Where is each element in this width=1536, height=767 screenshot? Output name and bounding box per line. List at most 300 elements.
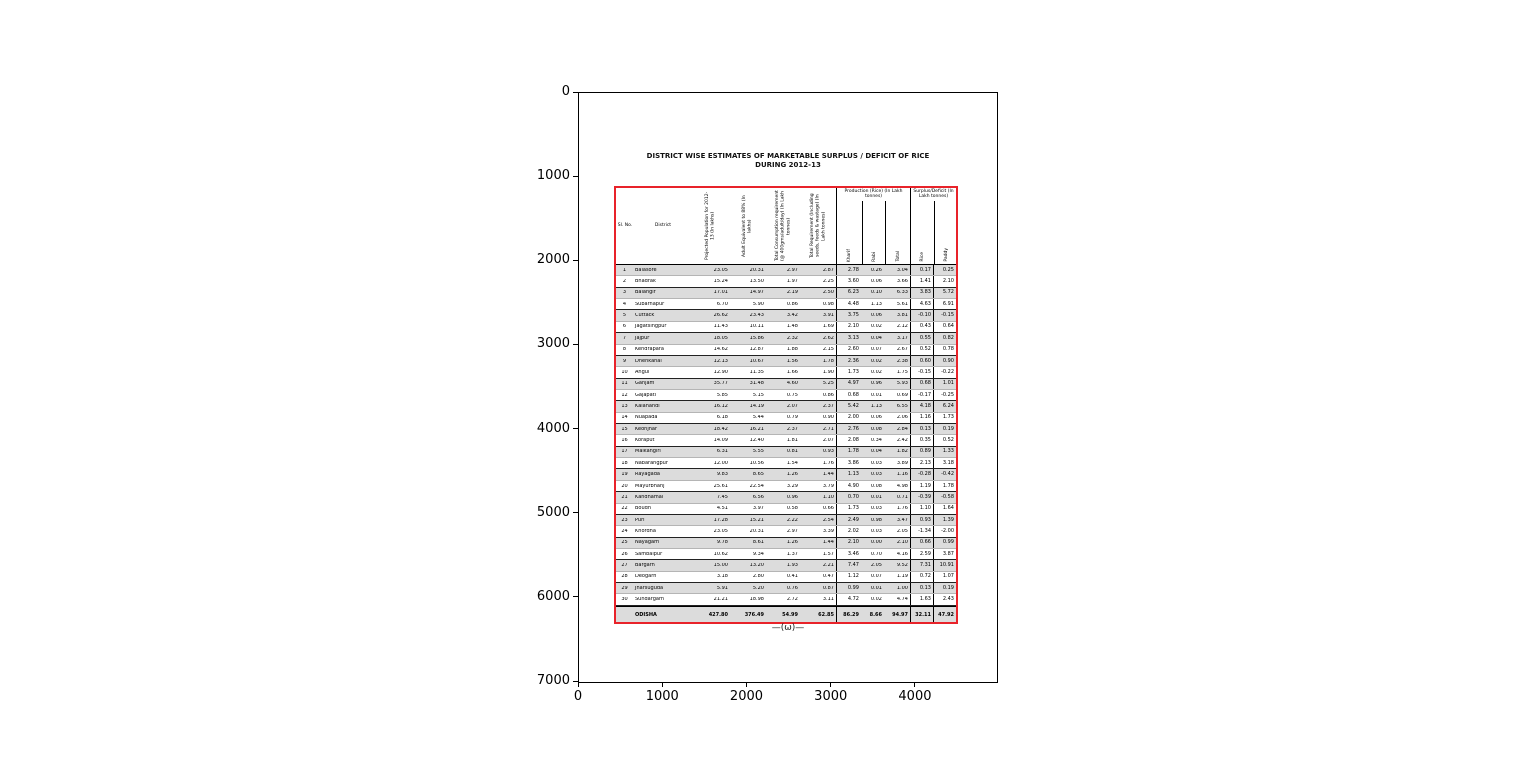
- table-cell: 3.42: [786, 313, 798, 319]
- header-kharif: Kharif: [847, 248, 852, 262]
- x-tick-mark: [578, 682, 579, 687]
- table-cell: 24: [621, 528, 628, 534]
- table-row: [616, 549, 956, 560]
- table-cell: 2.07: [822, 438, 834, 444]
- table-cell: 12.90: [713, 369, 728, 375]
- table-cell: -0.58: [933, 492, 956, 502]
- table-cell: 23.05: [713, 267, 728, 273]
- total-label-cell: ODISHA: [635, 611, 657, 618]
- district-cell: Kendrapara: [635, 347, 664, 353]
- table-row: [616, 310, 956, 321]
- header-rice: Rice: [920, 252, 925, 262]
- table-row: [616, 390, 956, 401]
- table-cell: 0.06: [870, 313, 882, 319]
- header-population: Projected Population for 2012-13 (In lakhs): [705, 191, 716, 261]
- table-cell: 1.76: [822, 460, 834, 466]
- table-cell: 2.02: [836, 526, 861, 536]
- table-cell: 5.85: [716, 392, 728, 398]
- table-cell: 2.06: [896, 415, 908, 421]
- table-cell: 1.81: [786, 438, 798, 444]
- table-cell: 15.00: [713, 563, 728, 569]
- table-cell: 0.34: [870, 438, 882, 444]
- caption-mark: —(ω)—: [771, 623, 805, 633]
- table-cell: 5.72: [933, 288, 956, 298]
- table-cell: 8.65: [752, 472, 764, 478]
- district-cell: Puri: [635, 517, 645, 523]
- table-cell: 5.93: [896, 381, 908, 387]
- table-cell: 8: [622, 347, 627, 353]
- table-cell: 2.19: [786, 290, 798, 296]
- table-cell: 0.13: [910, 424, 933, 434]
- table-cell: -0.15: [910, 367, 933, 377]
- table-row: [616, 583, 956, 594]
- table-cell: 10.56: [749, 460, 764, 466]
- table-row: [616, 435, 956, 446]
- table-cell: 6.24: [933, 401, 956, 411]
- table-cell: 19: [621, 472, 628, 478]
- table-cell: 3.87: [933, 549, 956, 559]
- district-cell: Mayurbhanj: [635, 483, 665, 489]
- table-cell: 3.39: [822, 528, 834, 534]
- table-cell: 1.93: [786, 563, 798, 569]
- y-tick-mark: [573, 596, 578, 597]
- table-cell: 14.62: [713, 347, 728, 353]
- table-cell: 15: [621, 426, 628, 432]
- table-cell: 28: [621, 574, 628, 580]
- table-row: [616, 356, 956, 367]
- table-cell: 2.13: [910, 458, 933, 468]
- total-cell: 86.29: [836, 607, 861, 622]
- table-cell: 1.73: [933, 413, 956, 423]
- table-cell: 5.44: [752, 415, 764, 421]
- table-cell: 2.37: [786, 426, 798, 432]
- table-cell: 3: [622, 290, 627, 296]
- table-cell: 3.46: [836, 549, 861, 559]
- table-cell: 0.70: [836, 492, 861, 502]
- table-row: [616, 572, 956, 583]
- table-cell: 16.12: [713, 403, 728, 409]
- table-cell: 10: [621, 369, 628, 375]
- table-row: [616, 594, 956, 605]
- y-tick-label: 4000: [536, 420, 570, 436]
- table-cell: 0.03: [870, 460, 882, 466]
- table-title-line1: DISTRICT WISE ESTIMATES OF MARKETABLE SURPLUS / DEFICIT OF RICE: [646, 152, 930, 160]
- table-cell: -0.22: [933, 367, 956, 377]
- table-cell: 0.99: [933, 538, 956, 548]
- district-cell: Jajpur: [635, 335, 650, 341]
- table-cell: 1.26: [786, 472, 798, 478]
- table-title: [579, 152, 997, 170]
- table-cell: 3.17: [896, 335, 908, 341]
- table-cell: 2.05: [870, 563, 882, 569]
- table-cell: 18.42: [713, 426, 728, 432]
- table-cell: 15.86: [749, 335, 764, 341]
- table-cell: 2.05: [896, 528, 908, 534]
- y-tick-mark: [573, 512, 578, 513]
- district-cell: Malkangiri: [635, 449, 661, 455]
- table-header-row: [616, 188, 956, 265]
- table-row: [616, 458, 956, 469]
- district-cell: Balangir: [635, 290, 656, 296]
- table-cell: 20.31: [749, 267, 764, 273]
- table-row: [616, 299, 956, 310]
- x-tick-mark: [830, 682, 831, 687]
- table-cell: 3.86: [836, 458, 861, 468]
- table-cell: 25: [621, 540, 628, 546]
- district-table: [614, 186, 958, 624]
- table-row: [616, 481, 956, 492]
- table-cell: 0.66: [822, 506, 834, 512]
- table-cell: 0.08: [870, 426, 882, 432]
- table-cell: 2.97: [786, 267, 798, 273]
- table-cell: 0.02: [870, 369, 882, 375]
- y-tick-label: 1000: [536, 168, 570, 184]
- header-production-label: Production (Rice) (In Lakh tonnes): [844, 189, 903, 200]
- table-cell: 1.00: [896, 585, 908, 591]
- table-cell: -1.34: [910, 526, 933, 536]
- table-cell: 31.48: [749, 381, 764, 387]
- table-cell: 0.13: [910, 583, 933, 593]
- table-cell: 3.60: [836, 276, 861, 286]
- table-cell: 2.67: [896, 347, 908, 353]
- header-surplus-group: [910, 188, 956, 264]
- table-total-row: [616, 606, 956, 622]
- table-cell: 0.25: [933, 265, 956, 275]
- table-cell: 3.11: [822, 597, 834, 603]
- table-cell: 10.67: [749, 358, 764, 364]
- table-cell: 2.12: [896, 324, 908, 330]
- table-cell: 0.06: [870, 415, 882, 421]
- table-row: [616, 538, 956, 549]
- table-cell: 4.98: [896, 483, 908, 489]
- table-cell: 4.74: [896, 597, 908, 603]
- table-row: [616, 345, 956, 356]
- total-cell: 47.92: [933, 607, 956, 622]
- table-cell: 1.73: [836, 367, 861, 377]
- table-row: [616, 413, 956, 424]
- table-cell: 6.31: [716, 449, 728, 455]
- table-cell: 0.68: [910, 379, 933, 389]
- district-cell: Ganjam: [635, 381, 655, 387]
- table-cell: 0.03: [870, 506, 882, 512]
- table-cell: 3.29: [786, 483, 798, 489]
- table-cell: 2.10: [836, 322, 861, 332]
- table-cell: 0.07: [870, 574, 882, 580]
- table-cell: 2.22: [786, 517, 798, 523]
- table-cell: 14: [621, 415, 628, 421]
- x-tick-mark: [914, 682, 915, 687]
- district-cell: Dhenkanal: [635, 358, 662, 364]
- table-cell: 0.82: [933, 333, 956, 343]
- table-cell: 0.01: [870, 392, 882, 398]
- table-cell: 1.69: [822, 324, 834, 330]
- table-cell: 0.52: [910, 345, 933, 355]
- table-cell: 0.71: [896, 494, 908, 500]
- y-tick-mark: [573, 428, 578, 429]
- table-cell: 0.86: [786, 301, 798, 307]
- table-cell: 0.72: [910, 572, 933, 582]
- table-cell: 1.16: [910, 413, 933, 423]
- table-cell: 2.07: [786, 403, 798, 409]
- table-cell: 1.13: [836, 469, 861, 479]
- table-cell: 2.62: [822, 335, 834, 341]
- table-cell: 4.63: [910, 299, 933, 309]
- table-cell: 0.43: [910, 322, 933, 332]
- table-cell: 1.44: [822, 472, 834, 478]
- table-cell: 1.19: [910, 481, 933, 491]
- table-cell: 0.47: [822, 574, 834, 580]
- table-cell: 26.62: [713, 313, 728, 319]
- table-cell: 0.69: [896, 392, 908, 398]
- table-cell: -0.10: [910, 310, 933, 320]
- header-consumption: Total Consumption requirement (@ 400gms/adult/day) (In Lakh tonnes): [774, 190, 791, 262]
- table-row: [616, 265, 956, 276]
- table-cell: 0.26: [870, 267, 882, 273]
- table-cell: 1.57: [822, 551, 834, 557]
- table-cell: 5.25: [822, 381, 834, 387]
- table-cell: 0.02: [870, 324, 882, 330]
- table-cell: 2.25: [822, 279, 834, 285]
- table-cell: 12.13: [713, 358, 728, 364]
- table-cell: 0.03: [870, 528, 882, 534]
- table-cell: 9.52: [896, 563, 908, 569]
- table-cell: 7.47: [836, 560, 861, 570]
- table-cell: 11.35: [749, 369, 764, 375]
- table-cell: 5.90: [752, 301, 764, 307]
- table-cell: 1.33: [933, 447, 956, 457]
- district-cell: Koraput: [635, 438, 655, 444]
- x-tick-mark: [662, 682, 663, 687]
- table-cell: 0.55: [910, 333, 933, 343]
- table-cell: 1.44: [822, 540, 834, 546]
- table-cell: 2: [622, 279, 627, 285]
- header-sl-no: Sl. No.: [617, 223, 633, 229]
- y-tick-label: 2000: [536, 252, 570, 268]
- header-production-group: [836, 188, 910, 264]
- table-cell: 9: [622, 358, 627, 364]
- table-cell: 13: [621, 403, 628, 409]
- header-adult-equivalent: Adult Equivalent to 88% (In lakhs): [742, 195, 753, 257]
- y-tick-label: 7000: [536, 673, 570, 688]
- table-cell: 1.01: [933, 379, 956, 389]
- x-tick-label: 4000: [898, 689, 932, 704]
- table-cell: 6.56: [752, 494, 764, 500]
- table-cell: 4.60: [786, 381, 798, 387]
- table-cell: 4: [622, 301, 627, 307]
- table-cell: 1.48: [786, 324, 798, 330]
- district-cell: Khordha: [635, 528, 656, 534]
- table-cell: 6.33: [896, 290, 908, 296]
- table-cell: 0.58: [786, 506, 798, 512]
- table-cell: 2.49: [836, 515, 861, 525]
- table-cell: 0.41: [786, 574, 798, 580]
- table-body: [616, 265, 956, 606]
- table-cell: 0.64: [933, 322, 956, 332]
- table-row: [616, 379, 956, 390]
- district-cell: Cuttack: [635, 313, 655, 319]
- table-cell: 2.59: [910, 549, 933, 559]
- table-cell: 17: [621, 449, 628, 455]
- table-cell: 1.37: [786, 551, 798, 557]
- table-cell: 4.72: [836, 594, 861, 604]
- table-cell: 7: [622, 335, 627, 341]
- table-cell: 1.10: [910, 504, 933, 514]
- table-cell: 6: [622, 324, 627, 330]
- table-row: [616, 288, 956, 299]
- table-cell: 14.09: [713, 438, 728, 444]
- district-cell: Rayagada: [635, 472, 660, 478]
- table-cell: 2.50: [822, 290, 834, 296]
- table-cell: 4.90: [836, 481, 861, 491]
- plot-axes: [578, 92, 998, 683]
- table-cell: 2.21: [822, 563, 834, 569]
- table-cell: 0.96: [786, 494, 798, 500]
- district-cell: Bargarh: [635, 563, 655, 569]
- total-cell: 32.11: [910, 607, 933, 622]
- table-cell: 0.78: [933, 345, 956, 355]
- table-cell: 3.97: [752, 506, 764, 512]
- table-cell: 27: [621, 563, 628, 569]
- district-cell: Nayagarh: [635, 540, 660, 546]
- table-cell: 1.54: [786, 460, 798, 466]
- district-cell: Sundargarh: [635, 597, 665, 603]
- table-cell: 12.87: [749, 347, 764, 353]
- y-tick-mark: [573, 176, 578, 177]
- table-cell: 4.48: [836, 299, 861, 309]
- table-cell: 5.20: [752, 585, 764, 591]
- table-cell: 23: [621, 517, 628, 523]
- table-cell: 1.13: [870, 301, 882, 307]
- table-cell: 1.78: [822, 358, 834, 364]
- district-cell: Bhadrak: [635, 279, 656, 285]
- table-cell: 0.89: [910, 447, 933, 457]
- table-cell: 1.82: [896, 449, 908, 455]
- table-cell: 7.45: [716, 494, 728, 500]
- district-cell: Boudh: [635, 506, 652, 512]
- table-cell: 6.91: [933, 299, 956, 309]
- table-cell: 22: [621, 506, 628, 512]
- table-cell: 1.64: [933, 504, 956, 514]
- table-cell: 12.40: [749, 438, 764, 444]
- table-row: [616, 276, 956, 287]
- table-cell: 0.93: [822, 449, 834, 455]
- total-cell: 54.99: [782, 611, 798, 618]
- table-cell: 0.75: [786, 392, 798, 398]
- table-cell: 3.91: [822, 313, 834, 319]
- table-cell: 0.66: [910, 538, 933, 548]
- table-cell: 21: [621, 494, 628, 500]
- table-cell: 0.04: [870, 449, 882, 455]
- header-total: Total: [885, 201, 911, 264]
- table-cell: 0.52: [933, 435, 956, 445]
- table-cell: 0.07: [870, 347, 882, 353]
- table-cell: 5.15: [752, 392, 764, 398]
- table-cell: 6.23: [836, 288, 861, 298]
- table-cell: 0.98: [870, 517, 882, 523]
- district-cell: Deogarh: [635, 574, 657, 580]
- table-cell: 11: [621, 381, 628, 387]
- table-cell: 1.10: [822, 494, 834, 500]
- table-cell: 6.18: [716, 415, 728, 421]
- table-title-line2: DURING 2012-13: [755, 161, 821, 169]
- table-cell: 1.07: [933, 572, 956, 582]
- y-tick-mark: [573, 92, 578, 93]
- table-cell: 26: [621, 551, 628, 557]
- table-cell: 0.10: [870, 290, 882, 296]
- table-cell: 23.43: [749, 313, 764, 319]
- table-cell: 3.66: [896, 279, 908, 285]
- table-cell: 3.18: [933, 458, 956, 468]
- table-row: [616, 367, 956, 378]
- table-cell: 3.04: [896, 267, 908, 273]
- table-cell: 10.91: [933, 560, 956, 570]
- table-cell: 1.78: [933, 481, 956, 491]
- table-cell: 25.61: [713, 483, 728, 489]
- table-cell: 2.54: [822, 517, 834, 523]
- table-cell: -0.39: [910, 492, 933, 502]
- district-cell: Kalahandi: [635, 403, 660, 409]
- table-cell: 16: [621, 438, 628, 444]
- table-cell: 0.00: [870, 540, 882, 546]
- table-cell: 0.08: [870, 483, 882, 489]
- header-district: District: [654, 223, 672, 229]
- table-cell: -2.00: [933, 526, 956, 536]
- table-cell: 1.13: [870, 403, 882, 409]
- table-cell: 30: [621, 597, 628, 603]
- table-cell: 1.63: [910, 594, 933, 604]
- table-row: [616, 469, 956, 480]
- district-cell: Balasore: [635, 267, 657, 273]
- table-cell: 4.97: [836, 379, 861, 389]
- table-row: [616, 560, 956, 571]
- table-cell: 0.90: [933, 356, 956, 366]
- table-cell: 6.70: [716, 301, 728, 307]
- y-tick-mark: [573, 260, 578, 261]
- table-cell: 2.43: [933, 594, 956, 604]
- table-cell: 0.70: [870, 551, 882, 557]
- table-cell: 2.84: [896, 426, 908, 432]
- x-tick-mark: [746, 682, 747, 687]
- table-cell: 1.76: [896, 506, 908, 512]
- table-cell: 2.80: [752, 574, 764, 580]
- table-cell: 9.78: [716, 540, 728, 546]
- table-cell: 3.47: [896, 517, 908, 523]
- table-cell: 1.12: [836, 572, 861, 582]
- table-cell: 5.55: [752, 449, 764, 455]
- y-tick-label: 0: [561, 84, 570, 99]
- header-paddy: Paddy: [934, 201, 957, 264]
- district-cell: Subarnapur: [635, 301, 665, 307]
- table-cell: 0.96: [870, 381, 882, 387]
- table-cell: 2.60: [836, 345, 861, 355]
- table-cell: 4.18: [910, 401, 933, 411]
- table-cell: 2.76: [836, 424, 861, 434]
- table-cell: -0.17: [910, 390, 933, 400]
- table-cell: 3.81: [896, 313, 908, 319]
- table-cell: 0.68: [836, 390, 861, 400]
- table-cell: 3.18: [716, 574, 728, 580]
- table-cell: 1: [622, 267, 627, 273]
- district-cell: Jagatsingpur: [635, 324, 667, 330]
- district-cell: Keonjhar: [635, 426, 658, 432]
- table-cell: 17.28: [713, 517, 728, 523]
- district-cell: Nuapada: [635, 415, 658, 421]
- table-cell: 0.76: [786, 585, 798, 591]
- table-cell: 3.89: [896, 460, 908, 466]
- table-cell: 1.19: [896, 574, 908, 580]
- table-cell: 0.02: [870, 597, 882, 603]
- table-cell: 1.66: [786, 369, 798, 375]
